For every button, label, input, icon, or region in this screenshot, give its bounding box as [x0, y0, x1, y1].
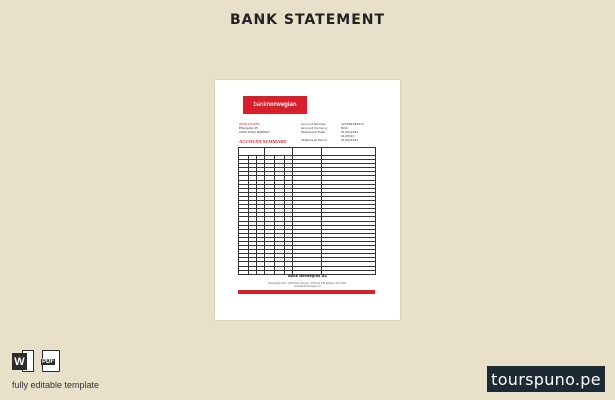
account-details [301, 122, 371, 142]
transactions-table [238, 147, 375, 343]
footer-address [215, 282, 400, 288]
word-icon: W [12, 350, 34, 372]
account-summary-heading: ACCOUNT SUMMARY [239, 139, 287, 144]
value-currency: NOK [341, 126, 348, 130]
label-account-number: Account Number [301, 122, 327, 126]
brand-name: norwegian [266, 102, 297, 108]
label-statement-period: Statement Period [301, 138, 328, 142]
bank-logo [243, 96, 307, 114]
format-icons [12, 350, 60, 372]
label-currency: Account Currency [301, 126, 328, 130]
value-account-number: 123456789012 [341, 122, 364, 126]
label-statement-date: Statement Date [301, 130, 325, 134]
th-group-3 [293, 148, 322, 156]
th-group-4 [322, 148, 376, 156]
pdf-icon: PDF [42, 350, 60, 372]
footer-bank-name: Bank Norwegian AS [288, 274, 327, 278]
transactions-body [239, 160, 376, 275]
editable-label: fully editable template [12, 380, 100, 390]
customer-street: Ettergata 45 [239, 126, 258, 130]
footer-address-line: Karenslyst Allé 2, 0278 Oslo, Norway | Post box 218 Skøyen, 0213 Oslo [268, 282, 347, 285]
footer-web: www.banknorwegian.no [294, 285, 321, 288]
watermark-logo: tourspuno.pe [487, 366, 605, 392]
footer-red-bar [238, 290, 375, 294]
value-statement-date: 01/02/2021-01/03/21 [341, 130, 360, 138]
customer-address [239, 122, 270, 134]
customer-city: 0000 OSLO NORWAY [239, 130, 270, 134]
customer-name: JOHN CITIZEN [239, 122, 260, 126]
value-statement-period: 01/02/2021 [341, 138, 359, 142]
transactions-grid [238, 147, 376, 275]
brand-prefix: bank [253, 102, 267, 108]
page-title: BANK STATEMENT [229, 12, 386, 28]
statement-preview [215, 80, 400, 320]
th-group-2 [265, 148, 293, 156]
th-group-1 [239, 148, 265, 156]
